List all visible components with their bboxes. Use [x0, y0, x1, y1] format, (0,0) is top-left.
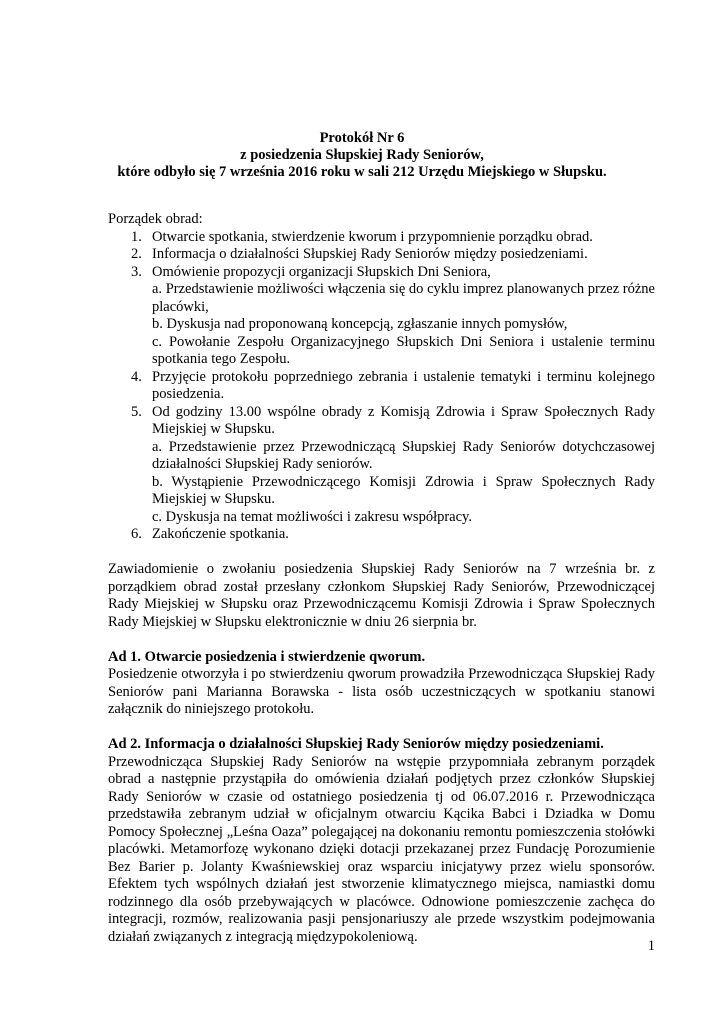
agenda-subitem-3b: b. Dyskusja nad proponowaną koncepcją, zgłaszanie innych pomysłów,: [152, 316, 568, 332]
page-number: 1: [647, 938, 655, 954]
ad2-paragraph: Przewodnicząca Słupskiej Rady Seniorów na wstępie przypomniała zebranym porządek obrad a następnie przystąpiła do omówienia działań podjętych przez członków Słupskiej Rady Seniorów w czasie od ostatniego posiedzenia tj od 06.07.2016 r. Przewodnicząca przedstawiła zebranym udział w oficjalnym otwarciu Kącika Babci i Dziadka w Domu Pomocy Społecznej „Leśna Oaza” polegającej na dokonaniu remontu pomieszczenia stołówki placówki. Metamorfozę wykonano dzięki dotacji przekazanej przez Fundację Porozumienie Bez Barier p. Jolanty Kwaśniewskiej oraz wsparciu inicjatywy przez wielu sponsorów. Efektem tych wspólnych działań jest stworzenie klimatycznego miejsca, namiastki domu rodzinnego dla osób przebywających w placówce. Odnowione pomieszczenie zachęca do integracji, rozmów, realizowania pasji pensjonariuszy ale przede wszystkim podejmowania działań związanych z integracją międzypokoleniową.: [108, 753, 655, 945]
agenda-item-number: 1.: [131, 228, 142, 245]
agenda-item-text: Przyjęcie protokołu poprzedniego zebrania i ustalenie tematyki i terminu kolejnego posiedzenia.: [152, 368, 655, 402]
ad2-heading: Ad 2. Informacja o działalności Słupskiej Rady Seniorów między posiedzeniami.: [108, 736, 604, 752]
agenda-item-number: 4.: [131, 368, 142, 385]
spacer: [108, 719, 655, 737]
agenda-item-number: 3.: [131, 263, 142, 280]
agenda-item-number: 5.: [131, 403, 142, 420]
agenda-heading: Porządek obrad:: [108, 211, 203, 227]
agenda-subitem-5c: c. Dyskusja na temat możliwości i zakresu współpracy.: [152, 508, 472, 525]
title-line-3: które odbyło się 7 września 2016 roku w sali 212 Urzędu Miejskiego w Słupsku.: [117, 164, 607, 180]
agenda-item-number: 2.: [131, 246, 142, 262]
agenda-item-number: 6.: [131, 526, 142, 542]
agenda-subitem-3a: a. Przedstawienie możliwości włączenia się do cyklu imprez planowanych przez różne placówki,: [152, 281, 655, 315]
agenda-item-2: [108, 246, 655, 264]
spacer: [108, 631, 655, 649]
agenda-item-text: Omówienie propozycji organizacji Słupskich Dni Seniora,: [152, 263, 491, 280]
agenda-subitem-5a: a. Przedstawienie przez Przewodniczącą Słupskiej Rady Seniorów dotychczasowej działalności Słupskiej Rady seniorów.: [152, 438, 655, 472]
ad1-heading: Ad 1. Otwarcie posiedzenia i stwierdzenie qworum.: [108, 648, 426, 665]
agenda-item-5: [108, 404, 655, 527]
agenda-subitem-3c: c. Powołanie Zespołu Organizacyjnego Słupskich Dni Seniora i ustalenie terminu spotkania tego Zespołu.: [152, 333, 655, 367]
agenda-item-1: [108, 229, 655, 247]
agenda-item-6: [108, 526, 655, 544]
agenda-item-3: [108, 264, 655, 369]
notice-paragraph: Zawiadomienie o zwołaniu posiedzenia Słupskiej Rady Seniorów na 7 września br. z porządkiem obrad został przesłany członkom Słupskiej Rady Seniorów, Przewodniczącej Rady Miejskiej w Słupsku oraz Przewodniczącemu Komisji Zdrowia i Spraw Społecznych Rady Miejskiej w Słupsku elektronicznie w dniu 26 sierpnia br.: [108, 561, 655, 630]
agenda-item-text: Zakończenie spotkania.: [152, 526, 289, 542]
title-line-1: Protokół Nr 6: [319, 130, 405, 146]
title-line-2: z posiedzenia Słupskiej Rady Seniorów,: [240, 147, 484, 163]
ad1-paragraph: Posiedzenie otworzyła i po stwierdzeniu qworum prowadziła Przewodnicząca Słupskiej Rady Seniorów pani Marianna Borawska - lista osób uczestniczących w spotkaniu stanowi załącznik do niniejszego protokołu.: [108, 666, 655, 717]
document-body: [108, 211, 655, 946]
agenda-item-text: Informacja o działalności Słupskiej Rady Seniorów między posiedzeniami.: [152, 246, 588, 262]
agenda-subitem-5b: b. Wystąpienie Przewodniczącego Komisji Zdrowia i Spraw Społecznych Rady Miejskiej w Słupsku.: [152, 473, 655, 507]
agenda-item-text: Od godziny 13.00 wspólne obrady z Komisją Zdrowia i Spraw Społecznych Rady Miejskiej w Słupsku.: [152, 403, 655, 437]
agenda-list: [108, 229, 655, 544]
agenda-item-4: [108, 369, 655, 404]
spacer: [108, 544, 655, 562]
agenda-item-text: Otwarcie spotkania, stwierdzenie kworum i przypomnienie porządku obrad.: [152, 228, 593, 245]
